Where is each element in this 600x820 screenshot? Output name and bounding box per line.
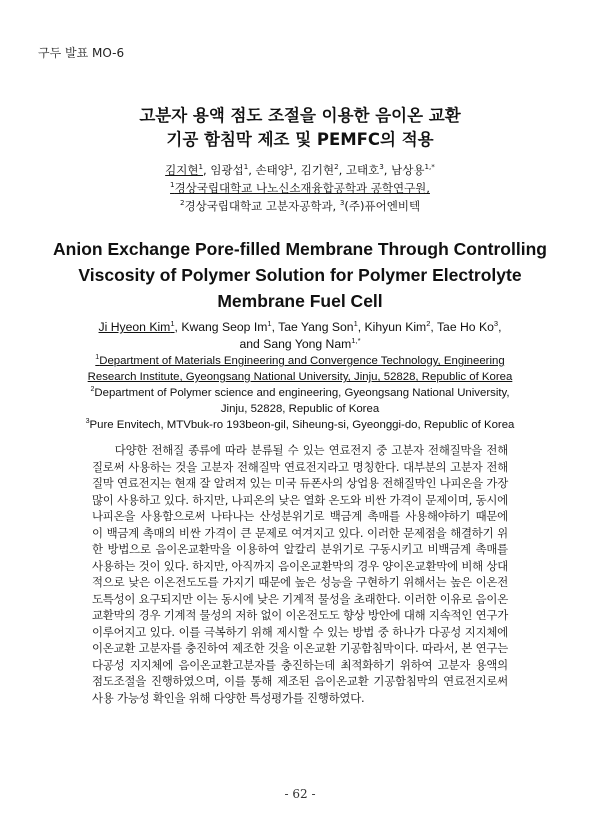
english-authors-block xyxy=(0,319,600,353)
korean-author: , 김기현$^2$ xyxy=(293,162,339,177)
english-author: , Tae Yang Son$^1$ xyxy=(271,318,358,334)
english-affiliation-1-line-1: $^1$Department of Materials Engineering and Convergence Technology, Engineering xyxy=(95,354,505,367)
english-title-line-2: Viscosity of Polymer Solution for Polymer Electrolyte xyxy=(78,265,522,285)
korean-affiliation-1: $^1$경상국립대학교 나노신소재융합공학과 공학연구원, xyxy=(170,180,430,195)
korean-affiliation-2-3: $^2$경상국립대학교 고분자공학과, $^3$(주)퓨어엔비텍 xyxy=(179,198,421,213)
korean-author: , 임광섭$^1$ xyxy=(203,162,249,177)
korean-title-line-1: 고분자 용액 점도 조절을 이용한 음이온 교환 xyxy=(139,106,461,125)
korean-author-list xyxy=(0,161,600,179)
korean-author: , 손태양$^1$ xyxy=(248,162,294,177)
english-author: , Tae Ho Ko$^3$, xyxy=(430,318,502,334)
english-affiliation-2-line-2: Jinju, 52828, Republic of Korea xyxy=(220,403,380,415)
korean-author: , 고태호$^3$ xyxy=(338,162,384,177)
english-author-list-line-2: and Sang Yong Nam$^{1,*}$ xyxy=(239,335,361,351)
english-author-presenter: Ji Hyeon Kim$^1$ xyxy=(98,318,175,334)
english-affiliations xyxy=(0,353,600,433)
english-title-line-3: Membrane Fuel Cell xyxy=(217,291,383,311)
english-author: , Kwang Seop Im$^1$ xyxy=(174,318,272,334)
korean-author-presenter: 김지현$^1$ xyxy=(165,162,204,177)
english-title-line-1: Anion Exchange Pore-filled Membrane Through Controlling xyxy=(53,239,547,259)
korean-author: , 남상용$^{1,*}$ xyxy=(383,162,435,177)
abstract-paragraph: 다양한 전해질 종류에 따라 분류될 수 있는 연료전지 중 고분자 전해질막을 전해질로써 사용하는 것을 고분자 전해질막 연료전지라고 명칭한다. 대부분의 고분자 전해질막 연료전지는 현재 잘 알려져 있는 미국 듀폰사의 상업용 전해질막인 나피온을 가장 많이 사용하고 있다. 하지만, 나피온의 낮은 열화 온도와 비싼 가격이 문제이며, 동시에 나피온을 사용함으로써 나타나는 산성분위기로 백금계 촉매를 사용해야하기 때문에 이 백금계 촉매의 비싼 가격이 큰 문제로 여겨지고 있다. 이러한 문제점을 해결하기 위한 방법으로 음이온교환막을 이용하여 알칼리 분위기로 구동시키고 비백금계 촉매를 사용하는 것이 있다. 하지만, 아직까지 음이온교환막의 경우 양이온교환막에 비해 상대적으로 낮은 이온전도도를 가지기 때문에 높은 성능을 구현하기 위해서는 높은 이온전도특성이 요구되지만 이는 동시에 낮은 기계적 물성을 초래한다. 이러한 이유로 음이온교환막의 경우 기계적 물성의 저하 없이 이온전도도 향상 방안에 대해 지속적인 연구가 이루어지고 있다. 이를 극복하기 위해 제시할 수 있는 방법 중 하나가 다공성 지지체에 이온교환 고분자를 충진하여 제조한 것을 이온교환 기공함침막이다. 따라서, 본 연구는 다공성 지지체에 음이온교환고분자를 충진하는데 최적화하기 위하여 고분자 용액의 점도조절을 진행하였으며, 이를 통해 제조된 음이온교환 기공함침막의 연료전지로써 사용 가능성 확인을 위해 다양한 특성평가를 진행하였다. xyxy=(92,443,508,705)
english-affiliation-2-line-1: $^2$Department of Polymer science and engineering, Gyeongsang National University, xyxy=(90,386,510,399)
page-number: - 62 - xyxy=(284,787,316,801)
abstract-body xyxy=(92,442,508,706)
korean-title xyxy=(0,104,600,152)
session-tag: 구두 발표 MO-6 xyxy=(38,46,125,60)
english-affiliation-3: $^3$Pure Envitech, MTVbuk-ro 193beon-gil, Siheung-si, Gyeonggi-do, Republic of Korea xyxy=(85,418,515,431)
english-affiliation-1-line-2: Research Institute, Gyeongsang National University, Jinju, 52828, Republic of Korea xyxy=(87,371,513,383)
korean-authors-block xyxy=(0,161,600,215)
english-author-list-line-1 xyxy=(0,319,600,336)
korean-title-line-2: 기공 함침막 제조 및 PEMFC의 적용 xyxy=(166,130,434,149)
english-title xyxy=(0,236,600,314)
english-author: , Kihyun Kim$^2$ xyxy=(357,318,431,334)
